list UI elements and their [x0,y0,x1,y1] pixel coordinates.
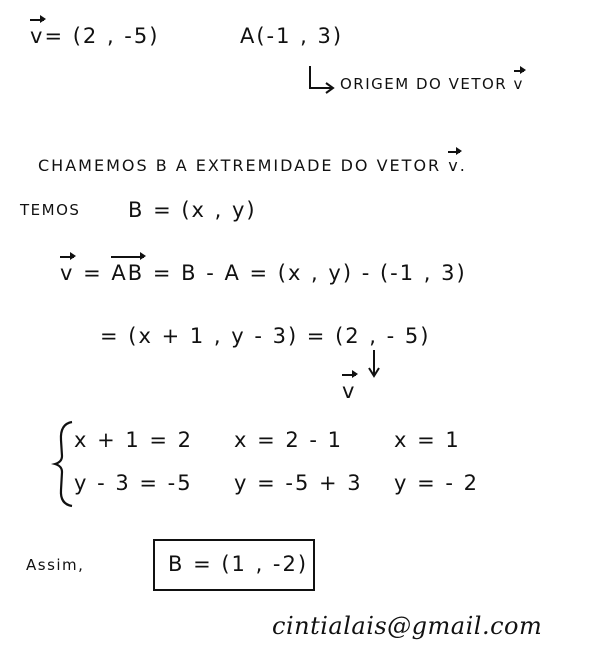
system-brace-icon [55,422,72,506]
b-coordinates: B = (x , y) [128,198,257,222]
eq1-ab-vector: AB [111,261,145,285]
system-mid-line1: x = 2 - 1 [234,428,344,452]
origin-note-text: ORIGEM DO VETOR [340,75,514,93]
vector-v-value: = (2 , -5) [44,24,160,48]
system-right-line2: y = - 2 [394,471,479,495]
call-b-text: CHAMEMOS B A EXTREMIDADE DO VETOR [38,156,449,175]
eq1-equals: = [74,261,112,285]
call-vector-symbol: v [448,156,460,175]
eq1-rest: = B - A = (x , y) - (-1 , 3) [144,261,467,285]
system-left-line2: y - 3 = -5 [74,471,193,495]
equation-coordinates: = (x + 1 , y - 3) = (2 , - 5) [100,324,431,348]
assim-label: Assim, [26,556,85,574]
eq1-vector-symbol: v [60,261,75,285]
point-a-definition: A(-1 , 3) [240,24,344,48]
author-email: cintialais@gmail.com [272,612,543,640]
temos-label: TEMOS [20,201,81,219]
system-right-line1: x = 1 [394,428,461,452]
system-left-line1: x + 1 = 2 [74,428,194,452]
call-dot: . [459,156,467,175]
system-mid-line2: y = -5 + 3 [234,471,363,495]
answer-text: B = (1 , -2) [168,552,309,576]
eq2-vector-symbol: v [342,379,357,403]
origin-vector-symbol: v [513,75,524,93]
vector-v-symbol: v [30,24,45,48]
